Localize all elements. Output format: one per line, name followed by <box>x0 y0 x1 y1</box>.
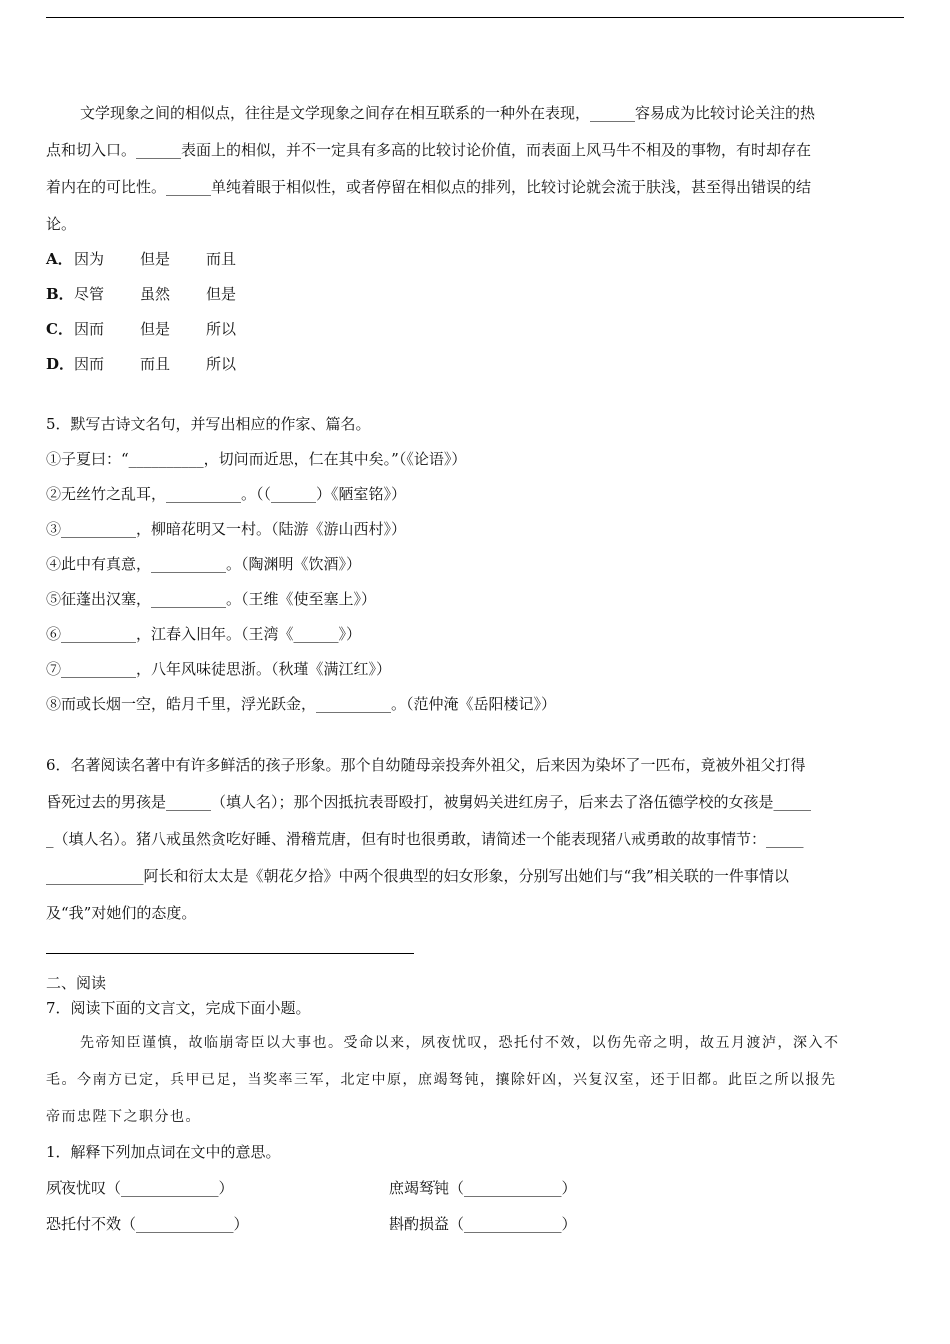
option-d[interactable] <box>46 354 236 374</box>
passage-line-1: 先帝知臣谨慎，故临崩寄臣以大事也。受命以来，夙夜忧叹，恐托付不效，以伤先帝之明，故五月渡泸，深入不 <box>80 1035 840 1051</box>
vocab-item-2[interactable] <box>389 1178 577 1198</box>
vocab-blank[interactable]: （_____________） <box>449 1179 577 1197</box>
option-word: 所以 <box>206 320 237 338</box>
vocab-item-4[interactable] <box>389 1214 577 1234</box>
sub-question-title: 1．解释下列加点词在文中的意思。 <box>46 1143 281 1161</box>
option-word: 但是 <box>206 285 237 303</box>
vocab-item-1[interactable] <box>46 1178 234 1198</box>
q6-line-2[interactable]: 昏死过去的男孩是______（填人名）；那个因抵抗表哥殴打，被舅妈关进红房子，后来去了洛伍德学校的女孩是_____ <box>46 793 812 811</box>
q4-paragraph-line-3: 着内在的可比性。______单纯着眼于相似性，或者停留在相似点的排列，比较讨论就会流于肤浅，甚至得出错误的结 <box>46 178 812 196</box>
q6-line-5: 及“我”对她们的态度。 <box>46 904 197 922</box>
option-letter: C． <box>46 320 73 338</box>
vocab-blank[interactable]: （_____________） <box>121 1215 249 1233</box>
top-rule <box>46 17 904 18</box>
option-word: 而且 <box>140 355 171 373</box>
q5-item-7[interactable]: ⑦__________，八年风味徒思浙。（秋瑾《满江红》） <box>46 660 392 678</box>
q4-paragraph-line-2: 点和切入口。______表面上的相似，并不一定具有多高的比较讨论价值，而表面上风马牛不相及的事物，有时却存在 <box>46 141 812 159</box>
q4-paragraph-line-1: 文学现象之间的相似点，往往是文学现象之间存在相互联系的一种外在表现，______容易成为比较讨论关注的热 <box>80 104 816 122</box>
option-word: 但是 <box>140 250 171 268</box>
vocab-item-3[interactable] <box>46 1214 249 1234</box>
vocab-pre: 斟酌损 <box>389 1215 435 1233</box>
section-heading: 二、阅读 <box>46 974 107 992</box>
answer-line[interactable] <box>46 953 414 954</box>
vocab-blank[interactable]: （_____________） <box>449 1215 577 1233</box>
q7-title: 7．阅读下面的文言文，完成下面小题。 <box>46 999 311 1017</box>
q5-item-6[interactable]: ⑥__________，江春入旧年。（王湾《______》） <box>46 625 362 643</box>
q5-title: 5．默写古诗文名句，并写出相应的作家、篇名。 <box>46 415 371 433</box>
option-word: 但是 <box>140 320 171 338</box>
q6-line-1: 6．名著阅读名著中有许多鲜活的孩子形象。那个自幼随母亲投奔外祖父，后来因为染坏了一匹布，竟被外祖父打得 <box>46 756 806 774</box>
passage-line-3: 帝而忠陛下之职分也。 <box>46 1109 201 1125</box>
dotted-word: 夙夜 <box>46 1179 77 1197</box>
q6-line-4[interactable]: _____________阿长和衍太太是《朝花夕拾》中两个很典型的妇女形象，分别写出她们与“我”相关联的一件事情以 <box>46 867 789 885</box>
q5-item-2[interactable]: ②无丝竹之乱耳，__________。（（______）《陋室铭》） <box>46 485 407 503</box>
option-word: 虽然 <box>140 285 171 303</box>
q4-paragraph-line-4: 论。 <box>46 215 77 233</box>
q5-item-3[interactable]: ③__________，柳暗花明又一村。（陆游《游山西村》） <box>46 520 407 538</box>
dotted-word: 驽钝 <box>419 1179 450 1197</box>
option-word: 所以 <box>206 355 237 373</box>
option-word: 因而 <box>74 320 105 338</box>
q5-item-1[interactable]: ①子夏曰：“__________，切问而近思，仁在其中矣。”（《论语》） <box>46 450 467 468</box>
vocab-pre: 恐托付不 <box>46 1215 107 1233</box>
option-word: 因而 <box>74 355 105 373</box>
option-letter: B． <box>46 285 74 303</box>
option-word: 尽管 <box>74 285 105 303</box>
q5-item-8[interactable]: ⑧而或长烟一空，皓月千里，浮光跃金，__________。（范仲淹《岳阳楼记》） <box>46 695 557 713</box>
q5-item-5[interactable]: ⑤征蓬出汉塞，__________。（王维《使至塞上》） <box>46 590 377 608</box>
vocab-post: 忧叹 <box>76 1179 107 1197</box>
option-letter: D． <box>46 355 75 373</box>
dotted-word: 益 <box>434 1215 450 1233</box>
vocab-pre: 庶竭 <box>389 1179 420 1197</box>
passage-line-2: 毛。今南方已定，兵甲已足，当奖率三军，北定中原，庶竭驽钝，攘除奸凶，兴复汉室，还于旧都。此臣之所以报先 <box>46 1072 837 1088</box>
option-letter: A． <box>46 250 73 268</box>
q5-item-4[interactable]: ④此中有真意，__________。（陶渊明《饮酒》） <box>46 555 362 573</box>
q6-line-3[interactable]: _（填人名）。猪八戒虽然贪吃好睡、滑稽荒唐，但有时也很勇敢，请简述一个能表现猪八戒勇敢的故事情节：_____ <box>46 830 804 848</box>
option-a[interactable] <box>46 249 236 269</box>
vocab-blank[interactable]: （_____________） <box>106 1179 234 1197</box>
option-word: 而且 <box>206 250 237 268</box>
option-word: 因为 <box>74 250 105 268</box>
dotted-word: 效 <box>106 1215 122 1233</box>
option-c[interactable] <box>46 319 236 339</box>
option-b[interactable] <box>46 284 236 304</box>
